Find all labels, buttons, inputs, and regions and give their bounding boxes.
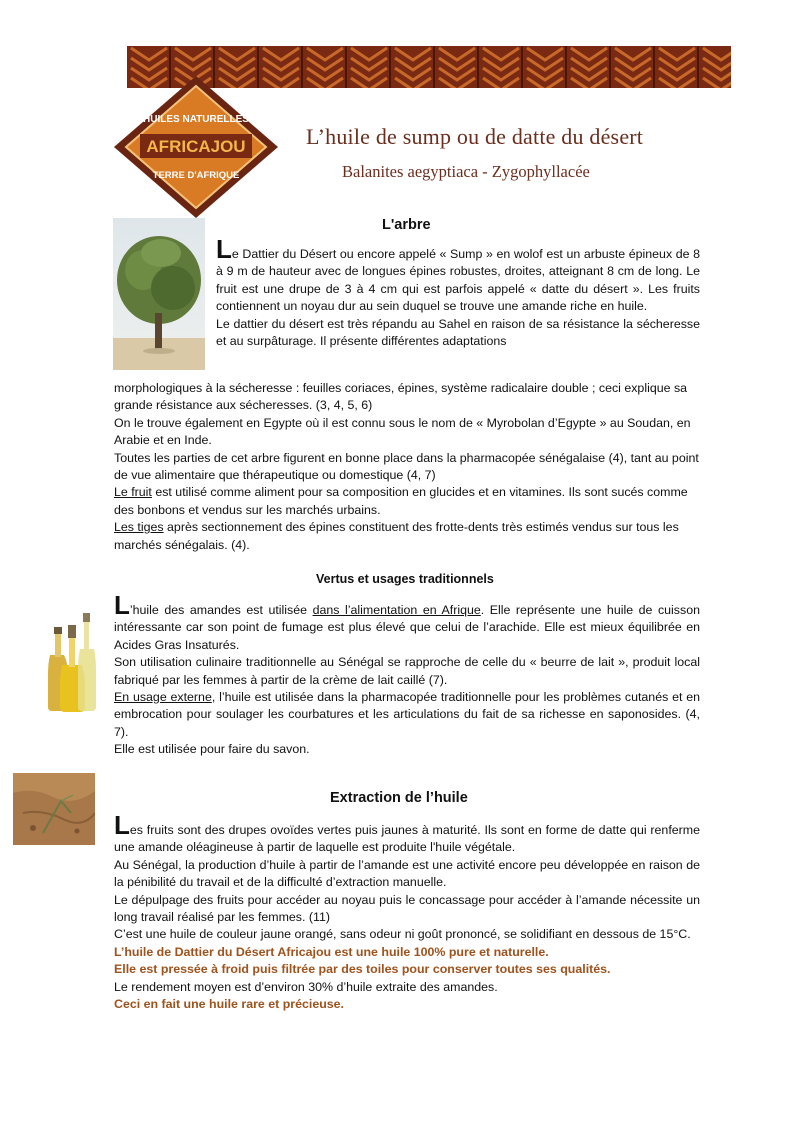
text: Au Sénégal, la production d’huile à partir de l’amande est une activité encore peu développée en raison de la pénibilité du travail et de la difficulté d’extraction manuelle. [114,857,700,890]
text: après sectionnement des épines constituent des frotte-dents très estimés vendus sur tous les marchés sénégalais. (4). [114,520,679,552]
africajou-logo [110,72,282,222]
text: Elle est utilisée pour faire du savon. [114,742,310,757]
text: e Dattier du Désert ou encore appelé « Sump » en wolof est un arbuste épineux de 8 à 9 m de hauteur avec de longues épines robustes, droites, atteignant 8 cm de long. Le fruit est une drupe de 3 à 4 cm qui est parfois appelé « datte du désert ». Les fruits contiennent un noyau dur au sein duquel se trouve une amande riche en huile. [216,247,700,314]
underlined-text: En usage externe [114,690,212,705]
text [114,590,700,654]
text: C’est une huile de couleur jaune orangé, sans odeur ni goût prononcé, se solidifiant en dessous de 15°C. [114,927,691,942]
section-arbre-heading: L'arbre [382,217,431,233]
text [114,484,702,519]
section-arbre-body [114,380,702,554]
text: est utilisé comme aliment pour sa composition en glucides et en vitamines. Ils sont sucés comme des bonbons et vendus sur les marchés urbains. [114,485,688,517]
section-extraction-body [114,810,700,1013]
text: Le dépulpage des fruits pour accéder au noyau puis le concassage pour accéder à l’amande nécessite un long travail réalisé par les femmes. (11) [114,892,700,925]
highlight-text: L’huile de Dattier du Désert Africajou est une huile 100% pure et naturelle. [114,944,549,959]
text: . Elle représente une huile de cuisson intéressante car son point de fumage est plus élevé que celui de l’arachide. Elle est mieux équilibrée en Acides Gras Insaturés. [114,603,700,652]
text [114,519,702,554]
text: Le dattier du désert est très répandu au Sahel en raison de sa résistance la sécheresse et au surpâturage. Il présente différentes adaptations [216,316,700,349]
underlined-text: Les tiges [114,520,164,535]
text: On le trouve également en Egypte où il est connu sous le nom de « Myrobolan d’Egypte » au Soudan, en Arabie et en Inde. [114,415,691,448]
page-title: L’huile de sump ou de datte du désert [306,124,644,149]
text [114,689,700,741]
text: ’huile des amandes est utilisée [129,603,313,617]
text: Toutes les parties de cet arbre figurent en bonne place dans la pharmacopée sénégalaise (4), tant au point de vue alimentaire que thérapeutique ou domestique (4, 7) [114,450,699,483]
tree-photo [113,218,205,370]
section-extraction-heading: Extraction de l’huile [330,790,468,806]
section-arbre-intro [216,234,700,350]
section-vertus-body [114,590,700,759]
logo-bottom-text: TERRE D'AFRIQUE [152,170,240,181]
logo-brand-text: AFRICAJOU [146,137,246,156]
text: morphologiques à la sécheresse : feuilles coriaces, épines, système radicalaire double ; ceci explique sa grande résistance aux sécheresses. (3, 4, 5, 6) [114,381,688,413]
drop-cap: L [114,810,130,840]
text [114,810,700,857]
highlight-text: Ceci en fait une huile rare et précieuse. [114,997,345,1012]
text: Le rendement moyen est d’environ 30% d’huile extraite des amandes. [114,979,498,994]
drop-cap: L [216,234,232,264]
section-vertus-heading: Vertus et usages traditionnels [316,572,494,586]
text: es fruits sont des drupes ovoïdes vertes puis jaunes à maturité. Ils sont en forme de datte qui renferme une amande oléagineuse à partir de laquelle est produite l'huile végétale. [114,823,700,855]
dry-ground-photo [13,773,95,845]
text: Son utilisation culinaire traditionnelle au Sénégal se rapproche de celle du « beurre de lait », produit local fabriqué par les femmes à partir de la crème de lait caillé (7). [114,655,700,687]
oil-bottles-photo [42,603,98,715]
logo-top-text: HUILES NATURELLES [143,114,249,125]
drop-cap: L [114,590,130,620]
page-subtitle: Balanites aegyptiaca - Zygophyllacée [342,162,590,181]
underlined-text: Le fruit [114,485,152,500]
underlined-text: dans l’alimentation en Afrique [312,603,481,617]
highlight-text: Elle est pressée à froid puis filtrée par des toiles pour conserver toutes ses qualités. [114,962,611,977]
text: , l’huile est utilisée dans la pharmacopée traditionnelle pour les problèmes cutanés et en embrocation pour soulager les courbatures et les articulations du fait de sa richesse en saponosides. (4, 7). [114,690,700,739]
